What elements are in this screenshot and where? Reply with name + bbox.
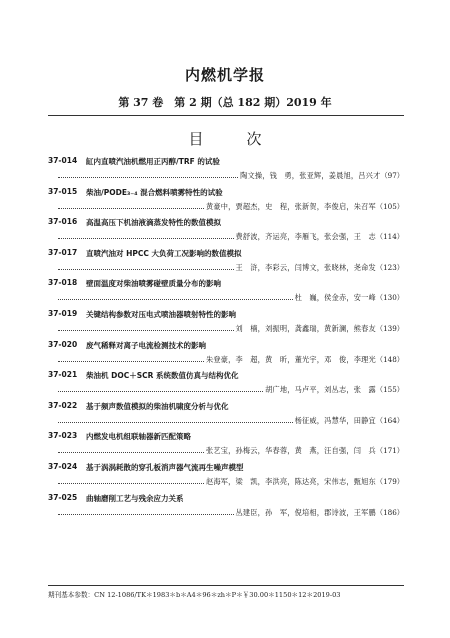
entry-title: 柴油/PODE₃₋₄ 混合燃料喷雾特性的试验 — [86, 187, 223, 197]
toc-entry[interactable] — [48, 401, 404, 432]
toc-entry[interactable] — [48, 248, 404, 279]
toc-entry[interactable] — [48, 340, 404, 371]
journal-parameters: 期刊基本参数：CN 12-1086/TK＊1983＊b＊A4＊96＊zh＊P＊￥30.00＊1150＊12＊2019-03 — [48, 591, 341, 599]
entry-number: 37-019 — [48, 308, 78, 318]
entry-page: （164） — [375, 415, 404, 425]
entry-page: （97） — [380, 171, 404, 180]
entry-authors: 刘 楠，刘振明，龚鑫瑞，黄新澜，熊春友 — [235, 323, 376, 333]
dotted-leader — [58, 176, 238, 178]
entry-authors: 费舒波，齐运亮，李雁飞，张会强，王 志 — [235, 232, 376, 242]
dotted-leader — [58, 421, 293, 423]
entry-number: 37-021 — [48, 370, 78, 380]
entry-page: （155） — [375, 385, 404, 395]
toc-entry[interactable] — [48, 278, 404, 309]
entry-title: 曲轴磨削工艺与残余应力关系 — [86, 493, 184, 503]
toc-entry[interactable] — [48, 493, 404, 524]
entry-page: （148） — [375, 354, 404, 364]
entry-title: 基于涡涡耗散的穿孔板消声器气流再生噪声模型 — [86, 462, 244, 472]
entry-number: 37-023 — [48, 431, 78, 441]
entry-authors: 朱登豪，李 超，黄 昕，董光宇，邓 俊，李理光 — [205, 354, 376, 364]
entry-authors: 黄豪中，贾超杰，史 程，张新贺，李俊启，朱召军 — [205, 201, 376, 211]
entry-title: 缸内直喷汽油机燃用正丙醇/TRF 的试验 — [86, 157, 220, 166]
entry-title: 壁面温度对柴油喷雾碰壁质量分布的影响 — [86, 279, 221, 289]
entry-page: （130） — [375, 293, 404, 303]
entry-authors: 丛建臣，孙 军，倪培相，郡诗波，王军鹏 — [235, 507, 376, 517]
dotted-leader — [58, 237, 234, 239]
entry-number: 37-025 — [48, 492, 78, 502]
entry-title: 基于频声数值模拟的柴油机啸度分析与优化 — [86, 401, 229, 411]
entry-authors: 王 浒，李彩云，闫博文，张晓林，尧命发 — [235, 262, 376, 272]
entry-title: 关键结构参数对压电式喷油器喷射特性的影响 — [86, 309, 236, 319]
toc-entry[interactable] — [48, 156, 404, 187]
entry-page: （186） — [375, 507, 404, 517]
entry-authors: 陶文操，钱 勇，张亚辉，姜晨旭，吕兴才 — [240, 171, 381, 180]
toc-entry[interactable] — [48, 431, 404, 462]
entry-page: （139） — [375, 323, 404, 333]
entry-page: （114） — [375, 232, 404, 242]
dotted-leader — [58, 513, 234, 515]
entry-number: 37-017 — [48, 247, 78, 257]
entry-title: 直喷汽油对 HPCC 大负荷工况影响的数值模拟 — [86, 248, 242, 258]
dotted-leader — [58, 451, 204, 453]
toc-heading: 目 次 — [188, 130, 276, 148]
journal-title: 内燃机学报 — [184, 66, 265, 84]
entry-title: 柴油机 DOC＋SCR 系统数值仿真与结构优化 — [86, 371, 239, 381]
dotted-leader — [58, 360, 204, 362]
issue-line: 第 37 卷 第 2 期（总 182 期）2019 年 — [118, 96, 332, 109]
entry-authors: 张艺宝，孙梅云，华春蓉，黄 燕，汪自强，闫 兵 — [205, 446, 376, 456]
entry-authors: 赵海军，梁 凯，李洪亮，陈达亮，宋伟志，甄旭东 — [205, 476, 376, 486]
toc-entry[interactable] — [48, 309, 404, 340]
dotted-leader — [58, 268, 234, 270]
entry-title: 废气稀释对离子电流检测技术的影响 — [86, 340, 206, 350]
toc-entry[interactable] — [48, 187, 404, 218]
entry-number: 37-015 — [48, 186, 78, 196]
dotted-leader — [58, 482, 204, 484]
entry-authors: 杨征威，冯慧华，田静宜 — [294, 415, 376, 425]
dotted-leader — [58, 390, 263, 392]
entry-title: 高温高压下机油液滴蒸发特性的数值模拟 — [86, 218, 221, 228]
entry-number: 37-020 — [48, 339, 78, 349]
entry-number: 37-014 — [48, 156, 78, 165]
top-divider — [48, 115, 404, 116]
entry-page: （123） — [375, 262, 404, 272]
entry-page: （105） — [375, 201, 404, 211]
dotted-leader — [58, 207, 204, 209]
entry-number: 37-018 — [48, 278, 78, 288]
entry-title: 内燃发电机组联轴器新匹配策略 — [86, 432, 191, 442]
entry-page: （171） — [375, 446, 404, 456]
toc-entry-list — [48, 156, 404, 523]
toc-entry[interactable] — [48, 217, 404, 248]
entry-number: 37-024 — [48, 461, 78, 471]
dotted-leader — [58, 329, 234, 331]
entry-authors: 胡广地，马卢平，刘丛志，张 露 — [265, 385, 376, 395]
entry-number: 37-022 — [48, 400, 78, 410]
toc-entry[interactable] — [48, 370, 404, 401]
entry-authors: 杜 巍，侯金赤，安一峰 — [294, 293, 376, 303]
entry-page: （179） — [375, 476, 404, 486]
bottom-divider — [48, 585, 404, 586]
toc-entry[interactable] — [48, 462, 404, 493]
entry-number: 37-016 — [48, 217, 78, 227]
dotted-leader — [58, 298, 293, 300]
